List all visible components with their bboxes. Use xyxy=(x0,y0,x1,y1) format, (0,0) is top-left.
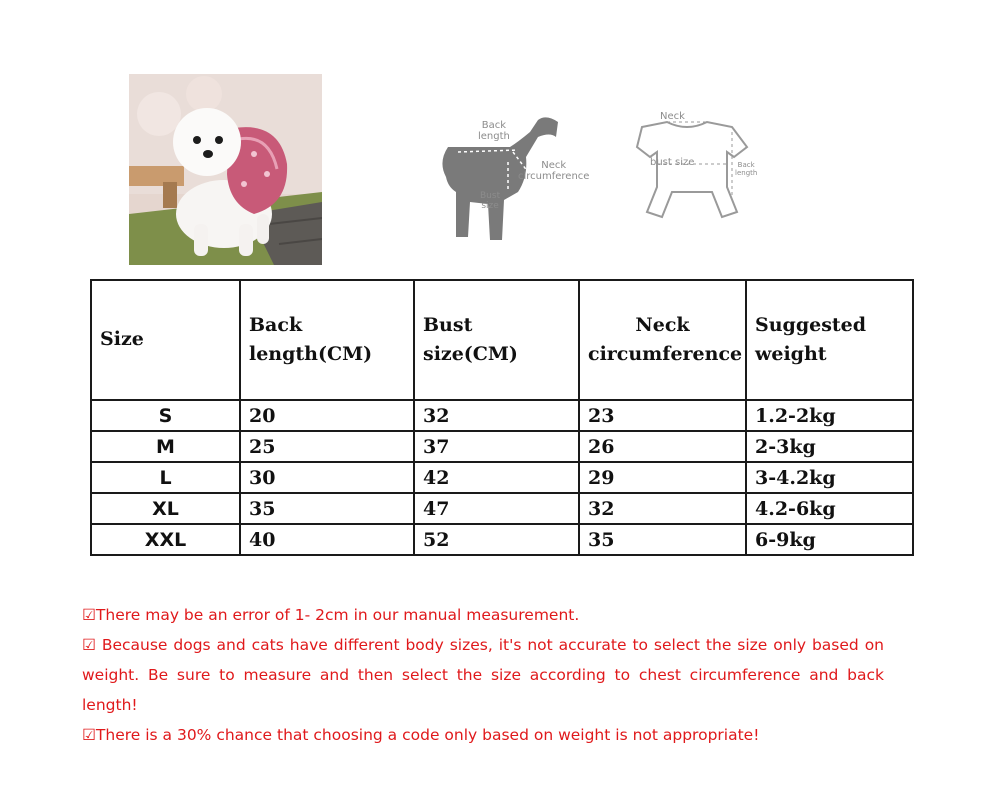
neck-cell: 23 xyxy=(579,400,746,431)
checkbox-icon: ☑ xyxy=(82,726,96,744)
header-suggested-weight: Suggested weight xyxy=(746,280,913,400)
note-3 xyxy=(82,720,884,750)
note-2 xyxy=(82,630,884,720)
dog-bust-label: Bust size xyxy=(480,191,501,211)
neck-cell: 35 xyxy=(579,524,746,555)
weight-cell: 3-4.2kg xyxy=(746,462,913,493)
bust-size-cell: 42 xyxy=(414,462,579,493)
note-3-text: There is a 30% chance that choosing a code only based on weight is not appropriate! xyxy=(95,726,760,744)
header-bust-size: Bust size(CM) xyxy=(414,280,579,400)
neck-cell: 26 xyxy=(579,431,746,462)
bust-size-cell: 32 xyxy=(414,400,579,431)
size-cell: XL xyxy=(91,493,240,524)
size-chart-table xyxy=(90,279,914,556)
shirt-measurement-diagram xyxy=(612,102,782,237)
header-size: Size xyxy=(91,280,240,400)
note-1-text: There may be an error of 1- 2cm in our manual measurement. xyxy=(95,606,580,624)
table-row xyxy=(91,400,913,431)
bust-size-cell: 52 xyxy=(414,524,579,555)
size-cell: L xyxy=(91,462,240,493)
bust-size-cell: 47 xyxy=(414,493,579,524)
size-cell: XXL xyxy=(91,524,240,555)
bust-size-cell: 37 xyxy=(414,431,579,462)
header-back-length: Back length(CM) xyxy=(240,280,414,400)
weight-cell: 1.2-2kg xyxy=(746,400,913,431)
measurement-notes xyxy=(82,600,884,750)
header-neck-circumference: Neck circumference xyxy=(579,280,746,400)
table-row xyxy=(91,493,913,524)
back-length-cell: 40 xyxy=(240,524,414,555)
neck-cell: 29 xyxy=(579,462,746,493)
shirt-back-length-label: Back length xyxy=(735,161,758,177)
size-cell: S xyxy=(91,400,240,431)
shirt-bust-label: bust size xyxy=(650,157,695,168)
table-row xyxy=(91,462,913,493)
product-photo xyxy=(129,74,322,265)
checkbox-icon: ☑ xyxy=(82,636,96,654)
checkbox-icon: ☑ xyxy=(82,606,96,624)
table-header-row xyxy=(91,280,913,400)
size-cell: M xyxy=(91,431,240,462)
dog-back-length-label: Back length xyxy=(478,120,510,142)
note-2-text: Because dogs and cats have different body sizes, it's not accurate to select the size only based on weight. Be sure to measure and then select the size according to chest circumference and back length! xyxy=(82,636,884,714)
back-length-cell: 25 xyxy=(240,431,414,462)
back-length-cell: 30 xyxy=(240,462,414,493)
table-row xyxy=(91,431,913,462)
back-length-cell: 35 xyxy=(240,493,414,524)
neck-cell: 32 xyxy=(579,493,746,524)
shirt-neck-label: Neck xyxy=(660,111,685,122)
weight-cell: 4.2-6kg xyxy=(746,493,913,524)
dog-neck-label: Neck circumference xyxy=(518,160,590,182)
table-row xyxy=(91,524,913,555)
weight-cell: 2-3kg xyxy=(746,431,913,462)
back-length-cell: 20 xyxy=(240,400,414,431)
weight-cell: 6-9kg xyxy=(746,524,913,555)
note-1 xyxy=(82,600,884,630)
dog-measurement-diagram xyxy=(418,92,608,262)
